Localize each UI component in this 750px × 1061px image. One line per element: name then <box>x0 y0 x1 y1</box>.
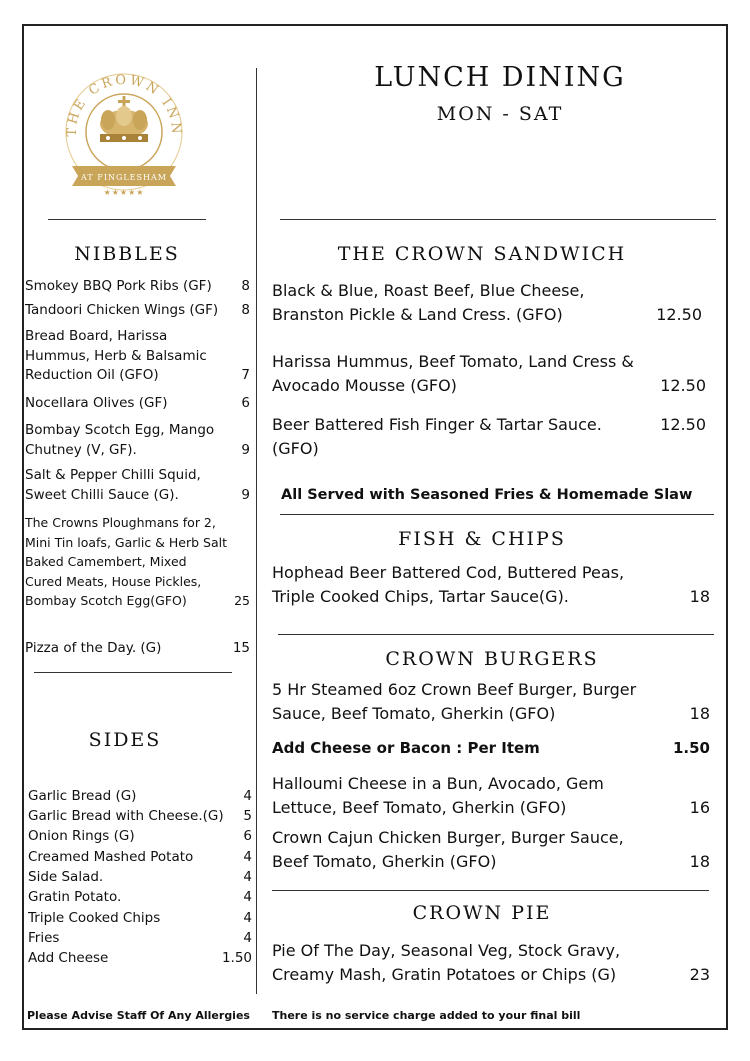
item-price: 1.50 <box>221 950 252 966</box>
side-item <box>28 908 252 928</box>
svg-text:AT FINGLESHAM: AT FINGLESHAM <box>81 173 167 182</box>
item-price: 8 <box>241 278 250 294</box>
menu-subtitle: MON - SAT <box>436 103 564 125</box>
item-name: Pizza of the Day. (G) <box>25 640 162 656</box>
divider <box>34 672 232 673</box>
item-name: Bread Board, Harissa Hummus, Herb & Balsamic Reduction Oil (GFO) <box>25 328 207 383</box>
menu-item <box>272 413 706 461</box>
item-price: 25 <box>234 593 250 608</box>
side-item <box>28 847 252 867</box>
menu-item <box>25 327 253 386</box>
item-name: Gratin Potato. <box>28 889 122 905</box>
divider <box>278 634 714 635</box>
crown-logo-icon <box>58 58 190 196</box>
menu-item <box>272 772 710 820</box>
item-price: 9 <box>241 486 250 503</box>
item-name: Fries <box>28 930 60 946</box>
menu-item <box>272 561 710 609</box>
divider <box>272 890 709 891</box>
item-price: 4 <box>243 869 252 885</box>
divider <box>48 219 206 220</box>
svg-text:THE CROWN INN: THE CROWN INN <box>64 72 184 137</box>
crown-inn-logo <box>58 58 190 196</box>
item-name: Hophead Beer Battered Cod, Buttered Peas, Triple Cooked Chips, Tartar Sauce(G). <box>272 563 625 606</box>
pie-heading: CROWN PIE <box>412 902 552 924</box>
menu-item <box>272 350 706 398</box>
menu-title: LUNCH DINING <box>374 62 626 93</box>
menu-item-addon <box>272 736 710 760</box>
menu-item <box>25 277 253 297</box>
item-name: Garlic Bread (G) <box>28 788 137 804</box>
divider <box>280 219 716 220</box>
item-name: Tandoori Chicken Wings (GF) <box>25 302 219 318</box>
service-charge-notice: There is no service charge added to your final bill <box>272 1009 581 1022</box>
item-name: Crown Cajun Chicken Burger, Burger Sauce, Beef Tomato, Gherkin (GFO) <box>272 828 624 871</box>
item-price: 4 <box>243 788 252 804</box>
menu-item <box>25 466 253 505</box>
side-item <box>28 806 252 826</box>
item-name: Black & Blue, Roast Beef, Blue Cheese, Branston Pickle & Land Cress. (GFO) <box>272 281 585 324</box>
menu-item <box>25 394 253 414</box>
item-price: 8 <box>241 302 250 318</box>
item-price: 6 <box>241 395 250 411</box>
item-name: Add Cheese or Bacon : Per Item <box>272 739 540 757</box>
menu-item <box>25 639 253 659</box>
menu-item <box>272 279 702 327</box>
item-price: 4 <box>243 849 252 865</box>
side-item <box>28 826 252 846</box>
fish-heading: FISH & CHIPS <box>398 528 566 550</box>
item-name: Onion Rings (G) <box>28 828 135 844</box>
divider <box>280 514 714 515</box>
nibbles-heading: NIBBLES <box>74 243 180 265</box>
item-price: 16 <box>689 798 710 817</box>
item-price: 12.50 <box>660 376 706 395</box>
menu-item <box>272 826 710 874</box>
item-name: Salt & Pepper Chilli Squid, Sweet Chilli Sauce (G). <box>25 467 201 503</box>
allergy-notice: Please Advise Staff Of Any Allergies <box>27 1009 250 1022</box>
item-price: 7 <box>241 367 250 383</box>
item-price: 12.50 <box>660 415 706 434</box>
item-price: 15 <box>232 640 250 656</box>
item-name: Garlic Bread with Cheese.(G) <box>28 808 224 824</box>
menu-item <box>272 678 710 726</box>
item-price: 12.50 <box>656 305 702 324</box>
item-name: Triple Cooked Chips <box>28 910 161 926</box>
item-name: Smokey BBQ Pork Ribs (GF) <box>25 278 212 294</box>
item-name: Beer Battered Fish Finger & Tartar Sauce. (GFO) <box>272 415 602 458</box>
sandwich-heading: THE CROWN SANDWICH <box>337 243 627 265</box>
sides-heading: SIDES <box>88 729 162 751</box>
item-price: 4 <box>243 910 252 926</box>
item-name: Add Cheese <box>28 950 109 966</box>
item-price: 6 <box>243 828 252 844</box>
item-name: The Crowns Ploughmans for 2, Mini Tin loafs, Garlic & Herb Salt Baked Camembert, Mixed Cured Meats, House Pickles, Bombay Scotch Egg(GFO) <box>25 515 227 608</box>
item-name: 5 Hr Steamed 6oz Crown Beef Burger, Burger Sauce, Beef Tomato, Gherkin (GFO) <box>272 680 637 723</box>
item-price: 9 <box>241 441 250 458</box>
column-divider <box>256 68 257 994</box>
side-item <box>28 928 252 948</box>
item-name: Creamed Mashed Potato <box>28 849 194 865</box>
item-price: 1.50 <box>672 739 710 757</box>
item-name: Halloumi Cheese in a Bun, Avocado, Gem Lettuce, Beef Tomato, Gherkin (GFO) <box>272 774 604 817</box>
side-item <box>28 867 252 887</box>
svg-text:★★★★★: ★★★★★ <box>103 188 145 196</box>
item-name: Nocellara Olives (GF) <box>25 395 168 411</box>
item-price: 5 <box>243 808 252 824</box>
item-price: 18 <box>689 587 710 606</box>
item-name: Pie Of The Day, Seasonal Veg, Stock Gravy, Creamy Mash, Gratin Potatoes or Chips (G) <box>272 941 621 984</box>
item-name: Harissa Hummus, Beef Tomato, Land Cress & Avocado Mousse (GFO) <box>272 352 634 395</box>
item-price: 23 <box>689 965 710 984</box>
side-item <box>28 948 252 968</box>
side-item <box>28 786 252 806</box>
item-price: 18 <box>689 704 710 723</box>
item-name: Side Salad. <box>28 869 104 885</box>
item-price: 4 <box>243 889 252 905</box>
menu-item <box>25 301 253 321</box>
item-name: Bombay Scotch Egg, Mango Chutney (V, GF). <box>25 422 215 458</box>
menu-item <box>25 421 253 460</box>
item-price: 4 <box>243 930 252 946</box>
sandwich-note: All Served with Seasoned Fries & Homemade Slaw <box>281 487 693 503</box>
side-item <box>28 887 252 907</box>
menu-item <box>25 513 253 611</box>
item-price: 18 <box>689 852 710 871</box>
menu-item <box>272 939 710 987</box>
burgers-heading: CROWN BURGERS <box>385 648 599 670</box>
